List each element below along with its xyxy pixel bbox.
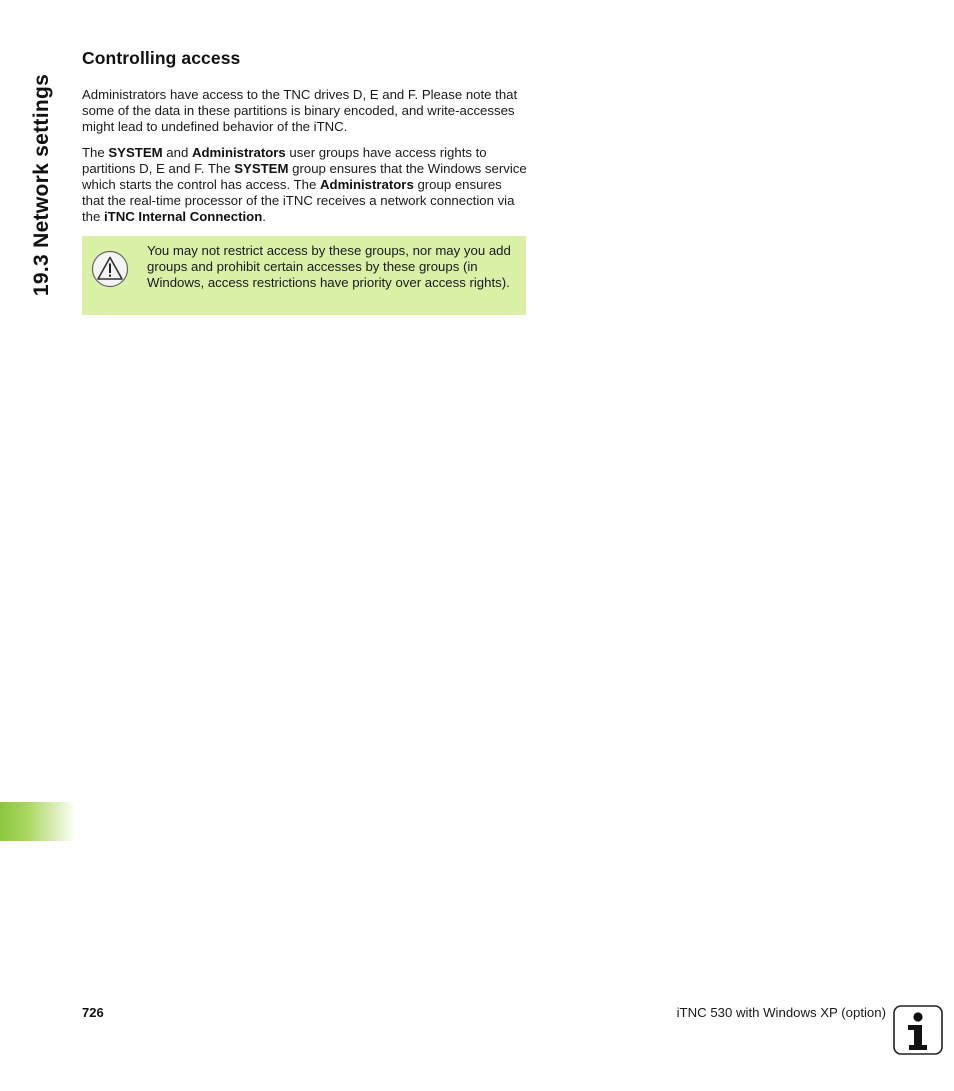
bold-term-administrators: Administrators bbox=[319, 177, 414, 192]
section-title-text: 19.3 Network settings bbox=[30, 73, 53, 297]
paragraph-user-groups bbox=[82, 145, 527, 225]
chapter-tab-marker bbox=[0, 802, 76, 841]
paragraph-drive-access: Administrators have access to the TNC drives D, E and F. Please note that some of the data in these partitions is binary encoded, and write-accesses might lead to undefined behavior of the iTNC. bbox=[82, 87, 518, 134]
chapter-section-title bbox=[27, 40, 57, 330]
text-run: group ensures that the real-time processor of the iTNC receives a network connection via the bbox=[82, 177, 515, 224]
bold-term-administrators: Administrators bbox=[191, 145, 286, 160]
section-heading: Controlling access bbox=[82, 48, 241, 68]
main-content bbox=[82, 48, 527, 235]
text-run: The bbox=[82, 145, 109, 160]
info-icon[interactable] bbox=[893, 1005, 943, 1055]
text-run: user groups have access rights to partitions D, E and F. The bbox=[82, 145, 487, 176]
text-run: group ensures that the Windows service which starts the control has access. The bbox=[82, 161, 527, 192]
text-run: and bbox=[162, 145, 192, 160]
manual-title: iTNC 530 with Windows XP (option) bbox=[676, 1005, 886, 1020]
text-run: . bbox=[262, 209, 266, 224]
page-number: 726 bbox=[82, 1005, 104, 1020]
warning-note-text: You may not restrict access by these groups, nor may you add groups and prohibit certain accesses by these groups (in Windows, access restrictions have priority over access rights). bbox=[147, 243, 511, 290]
warning-icon bbox=[91, 250, 129, 288]
bold-term-system: SYSTEM bbox=[108, 145, 163, 160]
warning-note-box bbox=[82, 236, 526, 315]
bold-term-itnc-internal-connection: iTNC Internal Connection bbox=[104, 209, 263, 224]
bold-term-system: SYSTEM bbox=[234, 161, 289, 176]
